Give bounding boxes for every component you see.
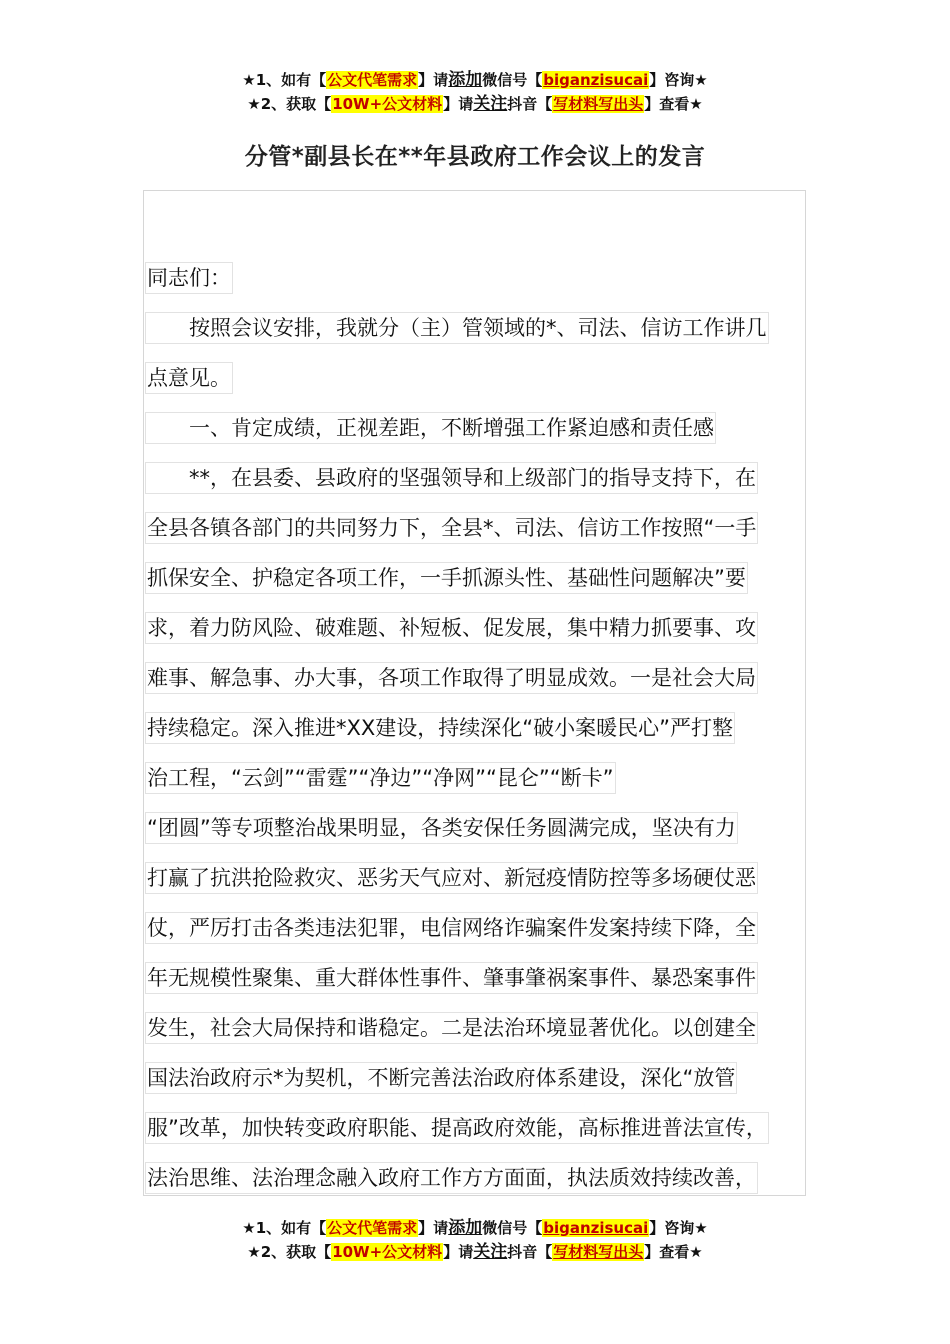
banner-emphasis: 添加 <box>448 1218 483 1238</box>
banner-text: 】咨询★ <box>649 71 708 89</box>
section-heading <box>145 402 810 452</box>
banner-text: ★1、如有【 <box>242 1219 327 1237</box>
text-line <box>145 1002 810 1052</box>
highlight-service: 公文代笔需求 <box>327 71 418 89</box>
text-line <box>145 652 810 702</box>
douyin-account-link[interactable]: 写材料写出头 <box>553 1243 644 1261</box>
text-line <box>145 502 810 552</box>
text-line <box>145 302 810 352</box>
text-line <box>145 952 810 1002</box>
banner-text: 微信号【 <box>482 1219 543 1237</box>
douyin-account-link[interactable]: 写材料写出头 <box>553 95 644 113</box>
text-line-content: 求，着力防风险、破难题、补短板、促发展，集中精力抓要事、攻 <box>145 612 758 644</box>
text-line-content: 发生，社会大局保持和谐稳定。二是法治环境显著优化。以创建全 <box>145 1012 758 1044</box>
banner-text: 】请 <box>418 71 449 89</box>
banner-text: 】咨询★ <box>649 1219 708 1237</box>
document-title: 分管*副县长在**年县政府工作会议上的发言 <box>244 144 706 170</box>
banner-emphasis: 添加 <box>448 70 483 90</box>
highlight-service: 公文代笔需求 <box>327 1219 418 1237</box>
text-line-content: 抓保安全、护稳定各项工作，一手抓源头性、基础性问题解决”要 <box>145 562 748 594</box>
text-line-content: 服”改革，加快转变政府职能、提高政府效能，高标推进普法宣传， <box>145 1112 769 1144</box>
text-line-content: 点意见。 <box>145 362 233 394</box>
text-line-content: 法治思维、法治理念融入政府工作方方面面，执法质效持续改善， <box>145 1162 758 1194</box>
banner-emphasis: 关注 <box>473 94 508 114</box>
text-line <box>145 802 810 852</box>
text-line <box>145 1152 810 1202</box>
text-line <box>145 252 810 302</box>
document-body <box>145 252 810 1202</box>
text-line-content: 打赢了抗洪抢险救灾、恶劣天气应对、新冠疫情防控等多场硬仗恶 <box>145 862 758 894</box>
text-line-content: 同志们： <box>145 262 233 294</box>
banner-text: 抖音【 <box>507 95 553 113</box>
wechat-id-link[interactable]: biganzisucai <box>543 1219 649 1237</box>
text-line-content: 国法治政府示*为契机，不断完善法治政府体系建设，深化“放管 <box>145 1062 737 1094</box>
text-line <box>145 902 810 952</box>
banner-text: 】请 <box>443 1243 474 1261</box>
banner-emphasis: 关注 <box>473 1242 508 1262</box>
wechat-id-link[interactable]: biganzisucai <box>543 71 649 89</box>
bottom-banner <box>0 1216 950 1264</box>
text-line-content: 全县各镇各部门的共同努力下，全县*、司法、信访工作按照“一手 <box>145 512 758 544</box>
text-line-content: 治工程，“云剑”“雷霆”“净边”“净网”“昆仑”“断卡” <box>145 762 616 794</box>
text-line <box>145 602 810 652</box>
text-line <box>145 452 810 502</box>
text-line-content: **，在县委、县政府的坚强领导和上级部门的指导支持下，在 <box>145 462 758 494</box>
text-line-content: 难事、解急事、办大事，各项工作取得了明显成效。一是社会大局 <box>145 662 758 694</box>
text-line-content: 仗，严厉打击各类违法犯罪，电信网络诈骗案件发案持续下降，全 <box>145 912 758 944</box>
text-line-content: 按照会议安排，我就分（主）管领域的*、司法、信访工作讲几 <box>145 312 769 344</box>
text-line-content: “团圆”等专项整治战果明显，各类安保任务圆满完成，坚决有力 <box>145 812 738 844</box>
text-line <box>145 702 810 752</box>
text-line-content: 一、肯定成绩，正视差距，不断增强工作紧迫感和责任感 <box>145 412 716 444</box>
banner-text: ★2、获取【 <box>247 95 332 113</box>
banner-line-2 <box>0 1240 950 1264</box>
banner-text: 】请 <box>443 95 474 113</box>
banner-line-1 <box>0 1216 950 1240</box>
text-line <box>145 752 810 802</box>
top-banner <box>0 68 950 116</box>
text-line <box>145 552 810 602</box>
banner-text: 】查看★ <box>644 95 703 113</box>
banner-line-2 <box>0 92 950 116</box>
banner-text: 】请 <box>418 1219 449 1237</box>
text-line <box>145 852 810 902</box>
text-line-content: 持续稳定。深入推进*XX建设，持续深化“破小案暖民心”严打整 <box>145 712 735 744</box>
banner-text: 抖音【 <box>507 1243 553 1261</box>
banner-text: 微信号【 <box>482 71 543 89</box>
banner-line-1 <box>0 68 950 92</box>
text-line-content: 年无规模性聚集、重大群体性事件、肇事肇祸案事件、暴恐案事件 <box>145 962 758 994</box>
banner-text: 】查看★ <box>644 1243 703 1261</box>
text-line <box>145 1102 810 1152</box>
highlight-materials: 10W+公文材料 <box>332 95 443 113</box>
highlight-materials: 10W+公文材料 <box>332 1243 443 1261</box>
text-line <box>145 352 810 402</box>
banner-text: ★1、如有【 <box>242 71 327 89</box>
text-line <box>145 1052 810 1102</box>
banner-text: ★2、获取【 <box>247 1243 332 1261</box>
